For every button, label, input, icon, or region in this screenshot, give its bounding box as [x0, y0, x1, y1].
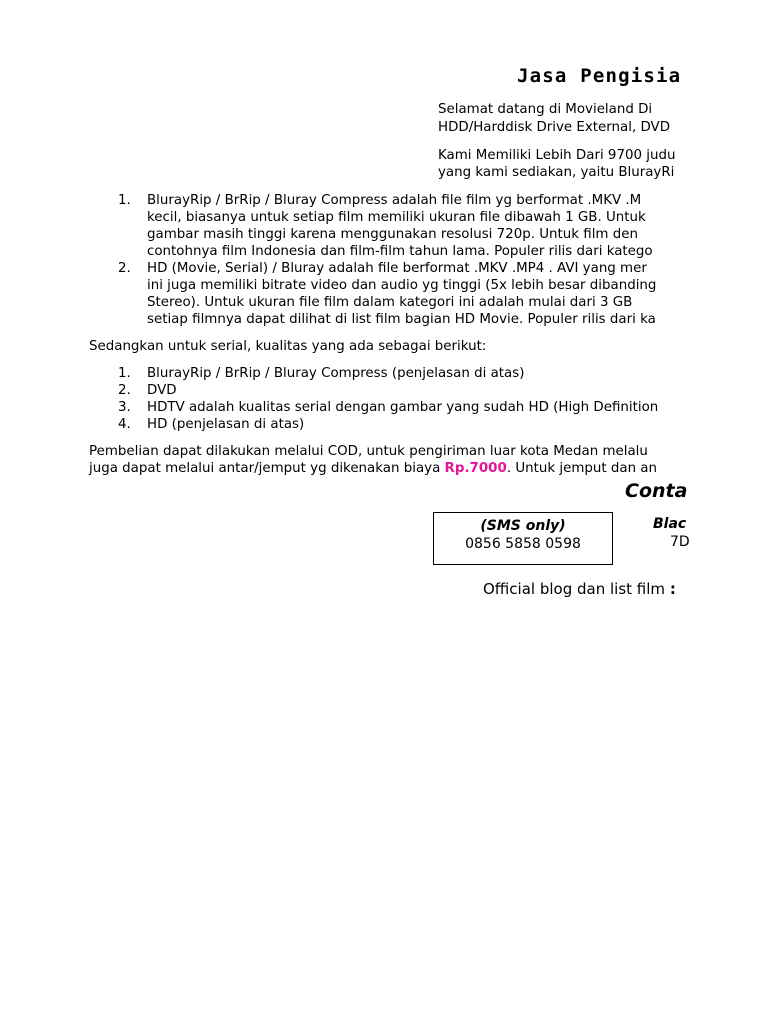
list-item-text: setiap filmnya dapat dilihat di list film bagian HD Movie. Populer rilis dari ka	[147, 312, 656, 327]
list-item-text: BlurayRip / BrRip / Bluray Compress (penjelasan di atas)	[147, 366, 525, 381]
list-item-number: 1.	[118, 366, 131, 381]
intro-line-2: HDD/Harddisk Drive External, DVD	[438, 120, 671, 135]
blog-label: Official blog dan list film	[483, 580, 666, 598]
list-item-text: BlurayRip / BrRip / Bluray Compress adalah file film yg berformat .MKV .M	[147, 193, 642, 208]
purchase-line-2	[89, 460, 657, 477]
price-highlight: Rp.7000	[444, 461, 507, 476]
list-item-text: contohnya film Indonesia dan film-film tahun lama. Populer rilis dari katego	[147, 244, 653, 259]
list-item-number: 2.	[118, 261, 131, 276]
purchase-text: juga dapat melalui antar/jemput yg dikenakan biaya	[89, 461, 445, 476]
sms-contact-box	[433, 512, 613, 565]
list-item-text: gambar masih tinggi karena menggunakan resolusi 720p. Untuk film den	[147, 227, 638, 242]
intro-line-4: yang kami sediakan, yaitu BlurayRi	[438, 165, 675, 180]
list-item-text: HDTV adalah kualitas serial dengan gambar yang sudah HD (High Definition	[147, 400, 659, 415]
list-item-number: 1.	[118, 193, 131, 208]
contact-heading: Conta	[625, 480, 688, 502]
list-item-text: DVD	[147, 383, 177, 398]
page-title: Jasa Pengisia	[517, 65, 682, 87]
list-item-text: HD (penjelasan di atas)	[147, 417, 305, 432]
blackberry-label: Blac	[653, 516, 687, 532]
list-item-text: HD (Movie, Serial) / Bluray adalah file berformat .MKV .MP4 . AVI yang mer	[147, 261, 647, 276]
intro-line-3: Kami Memiliki Lebih Dari 9700 judu	[438, 148, 676, 163]
list-item-number: 4.	[118, 417, 131, 432]
blackberry-pin: 7D	[670, 534, 690, 550]
sms-label: (SMS only)	[480, 518, 566, 534]
list-item-text: kecil, biasanya untuk setiap film memiliki ukuran file dibawah 1 GB. Untuk	[147, 210, 646, 225]
list-item-text: ini juga memiliki bitrate video dan audio yg tinggi (5x lebih besar dibanding	[147, 278, 657, 293]
purchase-text: . Untuk jemput dan an	[506, 461, 657, 476]
purchase-line-1: Pembelian dapat dilakukan melalui COD, untuk pengiriman luar kota Medan melalu	[89, 444, 648, 459]
official-blog-line	[483, 580, 676, 598]
list-item-text: Stereo). Untuk ukuran file film dalam kategori ini adalah mulai dari 3 GB	[147, 295, 633, 310]
blog-colon: :	[669, 580, 676, 598]
list-item-number: 2.	[118, 383, 131, 398]
serial-intro: Sedangkan untuk serial, kualitas yang ada sebagai berikut:	[89, 339, 487, 354]
list-item-number: 3.	[118, 400, 131, 415]
sms-number: 0856 5858 0598	[465, 536, 581, 552]
intro-line-1: Selamat datang di Movieland Di	[438, 102, 653, 117]
